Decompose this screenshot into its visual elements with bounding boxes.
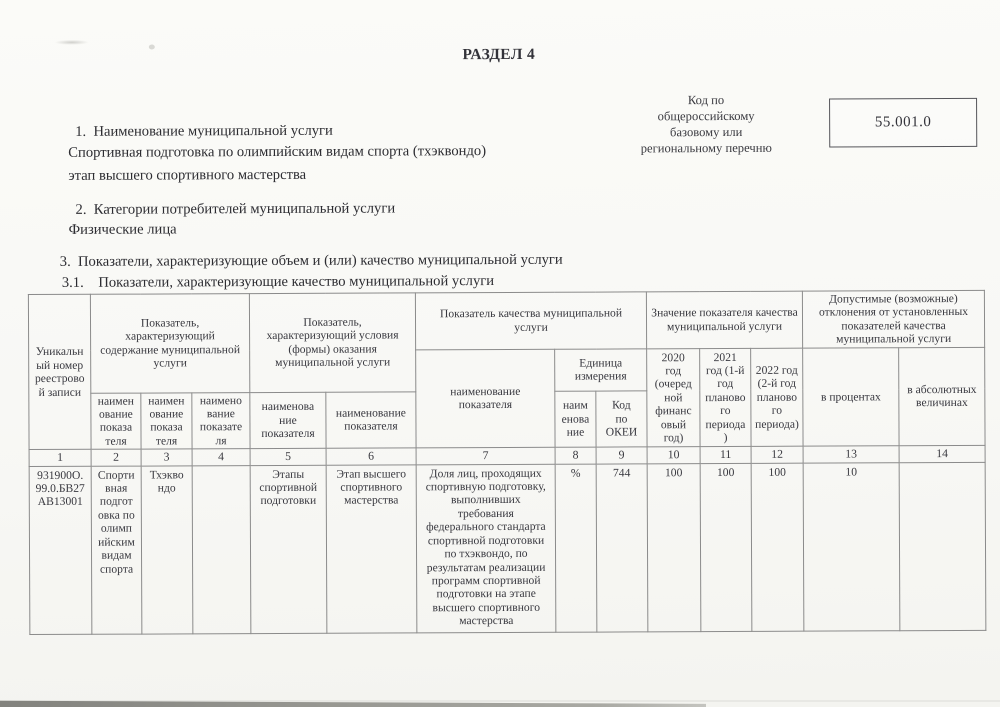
header-conditions-indicator-group: Показатель, характеризующий условия (формы) оказания муниципальной услуги — [249, 293, 415, 392]
cell-value-2021: 100 — [700, 463, 752, 631]
header-content-name-1: наимен ование показа теля — [91, 393, 141, 450]
cell-value-2022: 100 — [751, 463, 804, 631]
item1-heading: 1. Наименование муниципальной услуги — [75, 122, 333, 140]
item3-heading: 3. Показатели, характеризующие объем и (или) качество муниципальной услуги — [59, 251, 563, 270]
col-number-1: 1 — [29, 450, 91, 467]
col-number-13: 13 — [803, 446, 899, 463]
col-number-3: 3 — [141, 449, 192, 466]
cell-content-3 — [192, 465, 251, 633]
cell-unit-okei-code: 744 — [596, 464, 648, 632]
code-registry-label: Код по общероссийскому базовому или региональному перечню — [640, 93, 772, 156]
header-quality-value-group: Значение показателя качества муниципальной услуги — [646, 291, 802, 348]
header-content-name-2: наимен ование показа теля — [141, 392, 192, 449]
item1-service-name: Спортивная подготовка по олимпийским видам спорта (тхэквондо) этап высшего спортивного мастерства — [68, 143, 487, 184]
header-condition-name-1: наименова ние показателя — [250, 392, 326, 449]
quality-indicators-table — [28, 290, 987, 635]
col-number-6: 6 — [326, 448, 416, 465]
header-unit-name: наим енова ние — [555, 391, 596, 448]
header-year-2022: 2022 год (2-й год планово го периода) — [751, 348, 803, 447]
cell-deviation-absolute — [899, 462, 986, 630]
col-number-5: 5 — [250, 449, 326, 466]
header-condition-name-2: наименование показателя — [326, 391, 416, 448]
code-registry-box — [829, 98, 977, 148]
cell-indicator-name: Доля лиц, проходящих спортивную подготовку, выполнивших требования федерального стандарта спортивной подготовки по тхэквондо, по результатам реализации программ спортивной подготовки на этапе высшего спортивного мастерства — [416, 464, 556, 633]
cell-deviation-percent: 10 — [803, 462, 900, 630]
col-number-4: 4 — [192, 449, 250, 466]
col-number-11: 11 — [700, 447, 751, 464]
item2-consumers: Физические лица — [68, 221, 177, 238]
col-number-2: 2 — [91, 449, 141, 466]
header-year-2021: 2021 год (1-й год планово го периода ) — [700, 348, 751, 447]
cell-unit-name: % — [555, 464, 597, 632]
header-registry-number: Уникальн ый номер реестрово й записи — [28, 294, 91, 450]
cell-content-2: Тхэкво ндо — [141, 466, 193, 634]
header-deviation-absolute: в абсолютных величинах — [899, 347, 985, 446]
item2-heading: 2. Категории потребителей муниципальной услуги — [75, 200, 396, 218]
header-unit-of-measure: Единица измерения — [555, 348, 647, 390]
cell-condition-1: Этапы спортивной подготовки — [250, 465, 327, 633]
header-deviation-percent: в процентах — [803, 347, 899, 446]
cell-value-2020: 100 — [647, 463, 701, 631]
header-content-name-3: наимено вание показате ля — [192, 392, 250, 449]
col-number-12: 12 — [751, 446, 803, 463]
cell-condition-2: Этап высшего спортивного мастерства — [326, 465, 417, 633]
table-row — [29, 462, 986, 634]
pencil-smudge — [55, 40, 89, 45]
cell-registry-number: 931900О. 99.0.БВ27 АВ13001 — [29, 466, 92, 634]
col-number-14: 14 — [899, 446, 985, 463]
header-deviations-group: Допустимые (возможные) отклонения от установленных показателей качества муниципальной услуги — [802, 290, 984, 347]
col-number-7: 7 — [416, 448, 555, 465]
col-number-10: 10 — [647, 447, 700, 464]
item3-1-heading: 3.1. Показатели, характеризующие качество муниципальной услуги — [61, 273, 495, 291]
cell-content-1: Спорти вная подгот овка по олимп ийским видам спорта — [91, 466, 142, 634]
col-number-8: 8 — [555, 447, 596, 464]
code-registry-value: 55.001.0 — [874, 114, 932, 131]
header-year-2020: 2020 год (очеред ной финанс овый год) — [647, 348, 700, 447]
section-title: РАЗДЕЛ 4 — [462, 45, 536, 64]
header-content-indicator-group: Показатель, характеризующий содержание муниципальной услуги — [90, 294, 249, 393]
col-number-9: 9 — [596, 447, 647, 464]
header-quality-indicator-group: Показатель качества муниципальной услуги — [415, 292, 646, 350]
header-indicator-name: наименование показателя — [416, 349, 555, 448]
header-unit-okei-code: Код по ОКЕИ — [596, 390, 647, 447]
